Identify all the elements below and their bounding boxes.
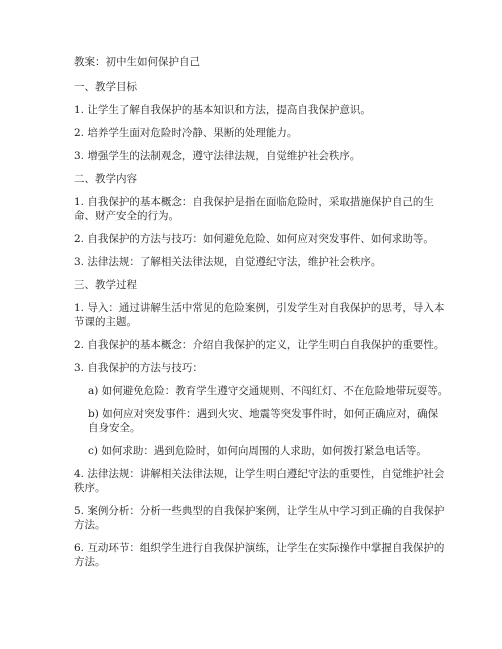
content-item: 3. 法律法规：了解相关法律法规，自觉遵纪守法，维护社会秩序。: [74, 256, 382, 268]
section-heading-process: 三、教学过程: [74, 279, 137, 291]
process-item: 2. 自我保护的基本概念：介绍自我保护的定义，让学生明白自我保护的重要性。: [74, 339, 445, 351]
section-heading-objectives: 一、教学目标: [74, 81, 137, 93]
process-item: 1. 导入：通过讲解生活中常见的危险案例，引发学生对自我保护的思考，导入本节课的主题。: [74, 302, 445, 328]
process-item: 3. 自我保护的方法与技巧：: [74, 362, 203, 374]
process-subitem: a) 如何避免危险：教育学生遵守交通规则、不闯红灯、不在危险地带玩耍等。: [88, 385, 449, 397]
content-item: 2. 自我保护的方法与技巧：如何避免危险、如何应对突发事件、如何求助等。: [74, 233, 434, 245]
process-subitem: c) 如何求助：遇到危险时，如何向周围的人求助，如何拨打紧急电话等。: [88, 445, 427, 457]
objective-item: 2. 培养学生面对危险时冷静、果断的处理能力。: [74, 127, 298, 139]
process-item: 6. 互动环节：组织学生进行自我保护演练，让学生在实际操作中掌握自我保护的方法。: [74, 542, 445, 568]
section-heading-content: 二、教学内容: [74, 173, 137, 185]
objective-item: 3. 增强学生的法制观念，遵守法律法规，自觉维护社会秩序。: [74, 150, 361, 162]
document-title: 教案：初中生如何保护自己: [74, 56, 200, 68]
process-subitem: b) 如何应对突发事件：遇到火灾、地震等突发事件时，如何正确应对，确保自身安全。: [88, 408, 439, 434]
process-item: 4. 法律法规：讲解相关法律法规，让学生明白遵纪守法的重要性，自觉维护社会秩序。: [74, 468, 445, 494]
objective-item: 1. 让学生了解自我保护的基本知识和方法，提高自我保护意识。: [74, 104, 371, 116]
process-item: 5. 案例分析：分析一些典型的自我保护案例，让学生从中学习到正确的自我保护方法。: [74, 505, 445, 531]
content-item: 1. 自我保护的基本概念：自我保护是指在面临危险时，采取措施保护自己的生命、财产安全的行为。: [74, 196, 434, 222]
